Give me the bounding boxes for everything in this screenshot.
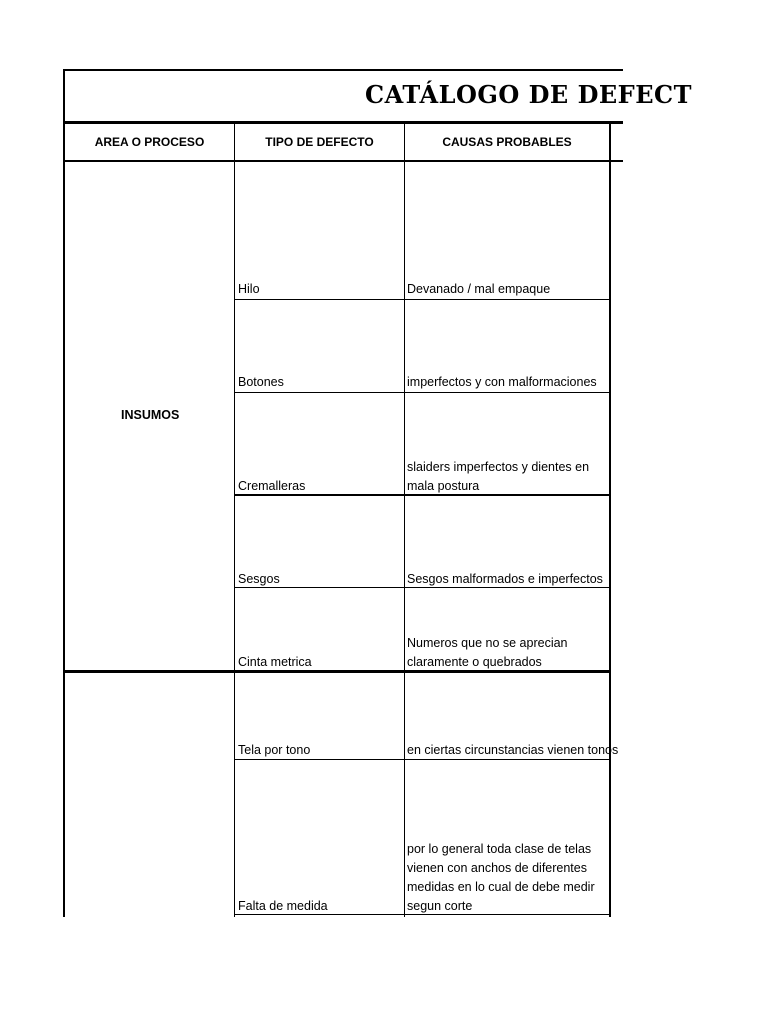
tipo-cell: Cinta metrica (238, 655, 312, 669)
col-divider-1 (234, 122, 235, 917)
tipo-cell: Cremalleras (238, 479, 306, 493)
causa-cell: imperfectos y con malformaciones (407, 375, 597, 389)
causa-cell: Devanado / mal empaque (407, 282, 551, 296)
causa-cell: por lo general toda clase de telas (407, 842, 592, 856)
causa-cell: segun corte (407, 899, 473, 913)
area-insumos: INSUMOS (121, 408, 180, 422)
left-border (63, 69, 65, 917)
header-area: AREA O PROCESO (94, 135, 205, 149)
row-separator (234, 392, 611, 393)
col-divider-2 (404, 122, 405, 917)
tipo-cell: Tela por tono (238, 743, 311, 757)
causa-cell: Numeros que no se aprecian (407, 636, 568, 650)
causa-cell: slaiders imperfectos y dientes en (407, 460, 590, 474)
causa-cell: en ciertas circunstancias vienen tonos (407, 743, 619, 757)
tipo-cell: Hilo (238, 282, 260, 296)
tipo-cell: Falta de medida (238, 899, 328, 913)
row-separator (234, 299, 611, 300)
header-bottom-border (63, 160, 623, 162)
col-divider-3 (609, 122, 611, 917)
tipo-cell: Sesgos (238, 572, 280, 586)
causa-cell: medidas en lo cual de debe medir (407, 880, 595, 894)
causa-cell: mala postura (407, 479, 480, 493)
tipo-cell: Botones (238, 375, 284, 389)
causa-cell: claramente o quebrados (407, 655, 542, 669)
causa-cell: Sesgos malformados e imperfectos (407, 572, 603, 586)
causa-cell: vienen con anchos de diferentes (407, 861, 587, 875)
header-causas: CAUSAS PROBABLES (442, 135, 572, 149)
page-title: CATÁLOGO DE DEFECT (365, 80, 692, 109)
header-tipo: TIPO DE DEFECTO (265, 135, 374, 149)
